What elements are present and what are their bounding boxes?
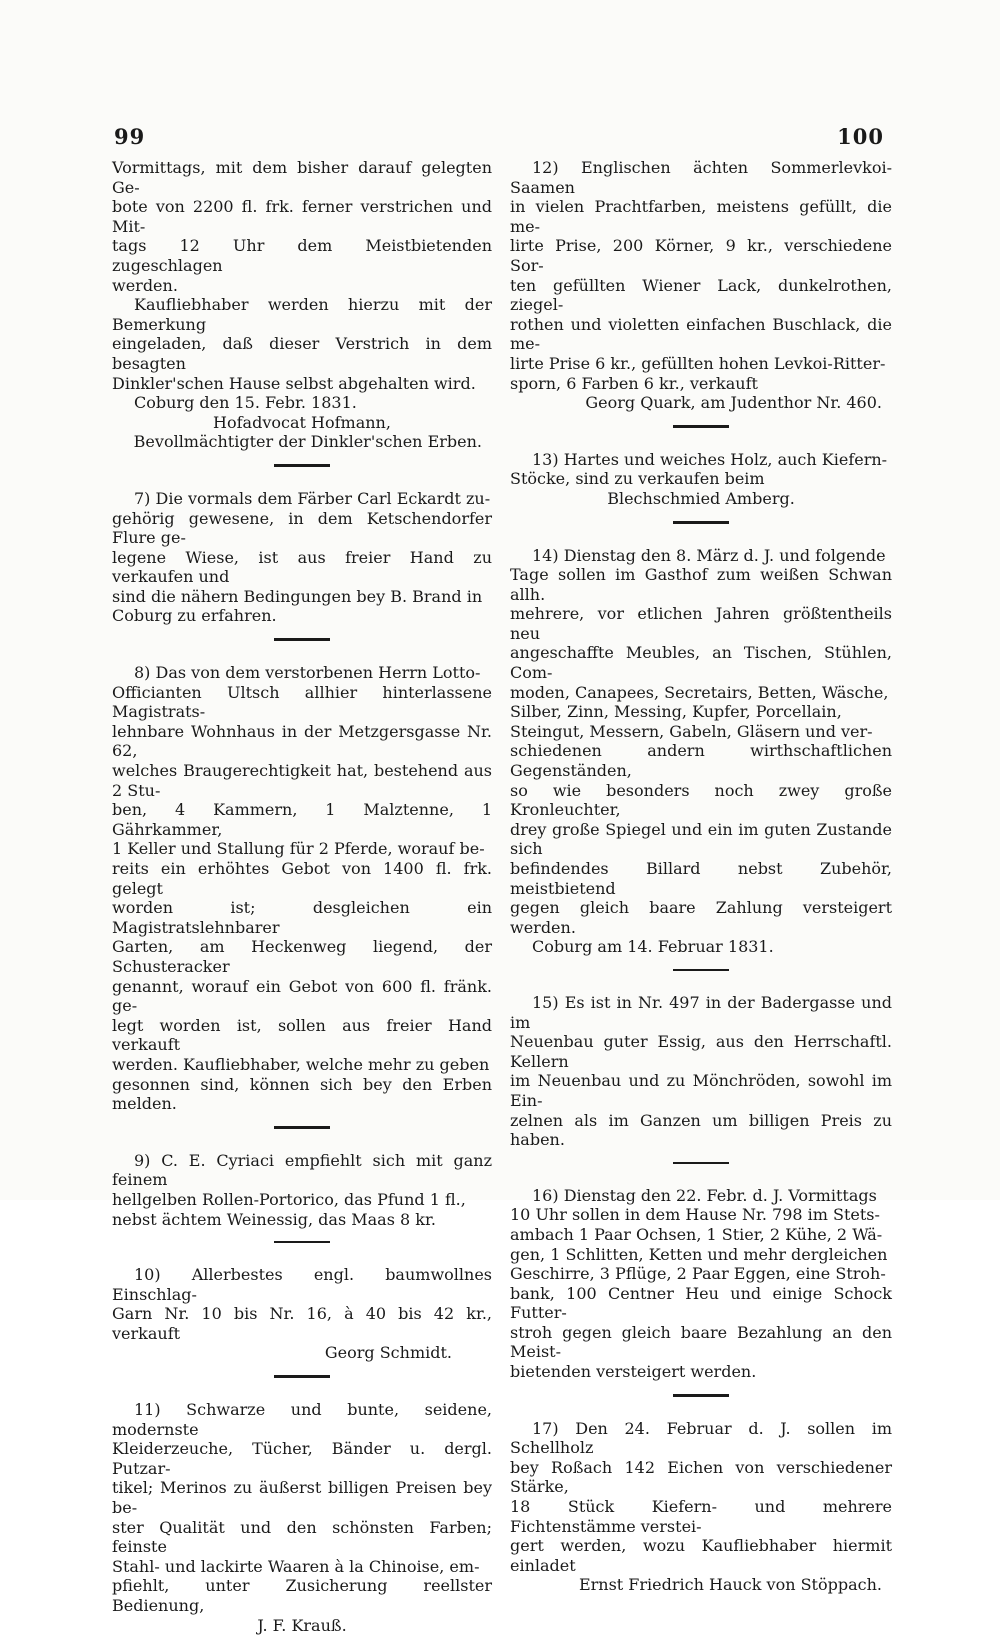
text-line: reits ein erhöhtes Gebot von 1400 fl. frk. gelegt: [112, 859, 492, 898]
text-line: lehnbare Wohnhaus in der Metzgersgasse Nr. 62,: [112, 721, 492, 761]
text-line: bietenden versteigert werden.: [510, 1362, 757, 1382]
signature: Hofadvocat Hofmann,: [213, 412, 391, 432]
notice-16: [510, 1186, 892, 1382]
text-line: gen, 1 Schlitten, Ketten und mehr dergleichen: [510, 1244, 888, 1264]
text-line: nebst ächtem Weinessig, das Maas 8 kr.: [112, 1209, 436, 1229]
text-line: Dinkler'schen Hause selbst abgehalten wird.: [112, 373, 476, 393]
text-line: sporn, 6 Farben 6 kr., verkauft: [510, 373, 758, 393]
text-line: legene Wiese, ist aus freier Hand zu verkaufen und: [112, 547, 492, 587]
text-line: rothen und violetten einfachen Buschlack, die me-: [510, 314, 892, 354]
signature: J. F. Krauß.: [257, 1615, 347, 1635]
text-line: worden ist; desgleichen ein Magistratslehnbarer: [112, 898, 492, 937]
separator-rule: [274, 1126, 330, 1129]
text-line: gert werden, wozu Kaufliebhaber hiermit einladet: [510, 1536, 892, 1575]
text-line: werden.: [112, 275, 178, 295]
text-line: genannt, worauf ein Gebot von 600 fl. fränk. ge-: [112, 976, 492, 1016]
text-line: 10 Uhr sollen in dem Hause Nr. 798 im Stets-: [510, 1205, 880, 1225]
text-line: 12) Englischen ächten Sommerlevkoi-Saamen: [510, 158, 892, 197]
signature-role: Bevollmächtigter der Dinkler'schen Erben.: [133, 432, 482, 452]
notice-15: [510, 993, 892, 1150]
text-line: 10) Allerbestes engl. baumwollnes Einschlag-: [112, 1265, 492, 1304]
text-line: Kaufliebhaber werden hierzu mit der Bemerkung: [112, 295, 492, 334]
place-date: Coburg am 14. Februar 1831.: [532, 937, 774, 957]
signature: Georg Quark, am Judenthor Nr. 460.: [585, 393, 882, 413]
notice-7: [112, 489, 492, 626]
separator-rule: [274, 1241, 330, 1243]
text-line: 18 Stück Kiefern- und mehrere Fichtenstämme verstei-: [510, 1497, 892, 1536]
text-line: Coburg zu erfahren.: [112, 606, 277, 626]
text-line: 15) Es ist in Nr. 497 in der Badergasse und im: [510, 992, 892, 1032]
text-line: pfiehlt, unter Zusicherung reellster Bedienung,: [112, 1576, 492, 1615]
text-line: angeschaffte Meubles, an Tischen, Stühlen, Com-: [510, 643, 892, 683]
text-line: moden, Canapees, Secretairs, Betten, Wäsche,: [510, 682, 889, 702]
text-line: zelnen als im Ganzen um billigen Preis zu haben.: [510, 1110, 892, 1150]
text-line: Vormittags, mit dem bisher darauf gelegten Ge-: [112, 158, 492, 197]
text-line: 13) Hartes und weiches Holz, auch Kiefern-: [532, 449, 888, 469]
text-line: bank, 100 Centner Heu und einige Schock Futter-: [510, 1283, 892, 1323]
text-line: Silber, Zinn, Messing, Kupfer, Porcellain,: [510, 702, 842, 722]
separator-rule: [673, 521, 729, 524]
text-line: Garten, am Heckenweg liegend, der Schusteracker: [112, 937, 492, 976]
signature: Georg Schmidt.: [324, 1343, 452, 1363]
text-line: Stahl- und lackirte Waaren à la Chinoise, em-: [112, 1556, 480, 1576]
text-line: ster Qualität und den schönsten Farben; feinste: [112, 1517, 492, 1557]
separator-rule: [274, 1375, 330, 1378]
text-line: gesonnen sind, können sich bey den Erben melden.: [112, 1074, 492, 1114]
text-line: Kleiderzeuche, Tücher, Bänder u. dergl. Putzar-: [112, 1439, 492, 1478]
text-line: 7) Die vormals dem Färber Carl Eckardt zu-: [134, 488, 491, 508]
signature: Ernst Friedrich Hauck von Stöppach.: [578, 1575, 882, 1595]
text-line: 11) Schwarze und bunte, seidene, modernste: [112, 1400, 492, 1439]
text-line: 8) Das von dem verstorbenen Herrn Lotto-: [134, 663, 481, 683]
text-line: 14) Dienstag den 8. März d. J. und folgende: [532, 545, 886, 565]
notice-8: [112, 663, 492, 1114]
separator-rule: [673, 969, 729, 971]
text-line: so wie besonders noch zwey große Kronleuchter,: [510, 780, 892, 820]
notice-14: [510, 546, 892, 957]
text-line: Geschirre, 3 Pflüge, 2 Paar Eggen, eine Stroh-: [510, 1264, 886, 1284]
notice-9: [112, 1151, 492, 1229]
text-line: gehörig gewesene, in dem Ketschendorfer Flure ge-: [112, 508, 492, 548]
separator-rule: [673, 1394, 729, 1397]
notice-10: [112, 1265, 492, 1363]
text-line: lirte Prise 6 kr., gefüllten hohen Levkoi-Ritter-: [510, 353, 886, 373]
separator-rule: [673, 1162, 729, 1164]
text-line: Garn Nr. 10 bis Nr. 16, à 40 bis 42 kr., verkauft: [112, 1304, 492, 1343]
text-line: hellgelben Rollen-Portorico, das Pfund 1 fl.,: [112, 1189, 466, 1209]
text-line: 1 Keller und Stallung für 2 Pferde, worauf be-: [112, 839, 485, 859]
notice-13: [510, 450, 892, 509]
notice-11: [112, 1400, 492, 1635]
text-line: legt worden ist, sollen aus freier Hand verkauft: [112, 1015, 492, 1055]
text-line: 9) C. E. Cyriaci empfiehlt sich mit ganz feinem: [112, 1150, 492, 1190]
separator-rule: [274, 638, 330, 641]
text-line: Officianten Ultsch allhier hinterlassene Magistrats-: [112, 682, 492, 722]
text-line: im Neuenbau und zu Mönchröden, sowohl im Ein-: [510, 1071, 892, 1110]
text-line: mehrere, vor etlichen Jahren größtentheils neu: [510, 604, 892, 643]
text-line: ambach 1 Paar Ochsen, 1 Stier, 2 Kühe, 2 Wä-: [510, 1224, 883, 1244]
separator-rule: [673, 425, 729, 428]
text-line: tags 12 Uhr dem Meistbietenden zugeschlagen: [112, 236, 492, 275]
text-line: gegen gleich baare Zahlung versteigert werden.: [510, 898, 892, 937]
text-line: tikel; Merinos zu äußerst billigen Preisen bey be-: [112, 1478, 492, 1518]
place-date: Coburg den 15. Febr. 1831.: [134, 393, 357, 413]
text-line: eingeladen, daß dieser Verstrich in dem besagten: [112, 334, 492, 373]
text-line: Neuenbau guter Essig, aus den Herrschaftl. Kellern: [510, 1032, 892, 1071]
text-line: sind die nähern Bedingungen bey B. Brand in: [112, 586, 483, 606]
text-line: werden. Kaufliebhaber, welche mehr zu geben: [112, 1054, 490, 1074]
notice-12: [510, 158, 892, 413]
text-line: 17) Den 24. Februar d. J. sollen im Schellholz: [510, 1418, 892, 1458]
notice-17: [510, 1419, 892, 1595]
text-line: bey Roßach 142 Eichen von verschiedener Stärke,: [510, 1457, 892, 1497]
notice-6-continuation: [112, 158, 492, 452]
text-line: drey große Spiegel und ein im guten Zustande sich: [510, 819, 892, 859]
text-line: lirte Prise, 200 Körner, 9 kr., verschiedene Sor-: [510, 236, 892, 275]
text-line: in vielen Prachtfarben, meistens gefüllt, die me-: [510, 197, 892, 236]
text-line: ten gefüllten Wiener Lack, dunkelrothen, ziegel-: [510, 275, 892, 315]
text-line: bote von 2200 fl. frk. ferner verstrichen und Mit-: [112, 197, 492, 236]
text-line: Tage sollen im Gasthof zum weißen Schwan allh.: [510, 565, 892, 604]
left-column: [112, 158, 492, 1635]
text-line: schiedenen andern wirthschaftlichen Gegenständen,: [510, 741, 892, 781]
text-line: Steingut, Messern, Gabeln, Gläsern und ver-: [510, 721, 873, 741]
right-column: [510, 158, 892, 1595]
page-number-left: 99: [114, 124, 146, 149]
text-line: Stöcke, sind zu verkaufen beim: [510, 469, 765, 489]
text-line: welches Braugerechtigkeit hat, bestehend aus 2 Stu-: [112, 761, 492, 800]
text-line: 16) Dienstag den 22. Febr. d. J. Vormittags: [532, 1185, 877, 1205]
separator-rule: [274, 464, 330, 467]
text-line: befindendes Billard nebst Zubehör, meistbietend: [510, 859, 892, 898]
signature: Blechschmied Amberg.: [607, 488, 795, 508]
text-line: stroh gegen gleich baare Bezahlung an den Meist-: [510, 1322, 892, 1362]
text-line: ben, 4 Kammern, 1 Malztenne, 1 Gährkammer,: [112, 800, 492, 839]
page-number-right: 100: [837, 124, 884, 149]
